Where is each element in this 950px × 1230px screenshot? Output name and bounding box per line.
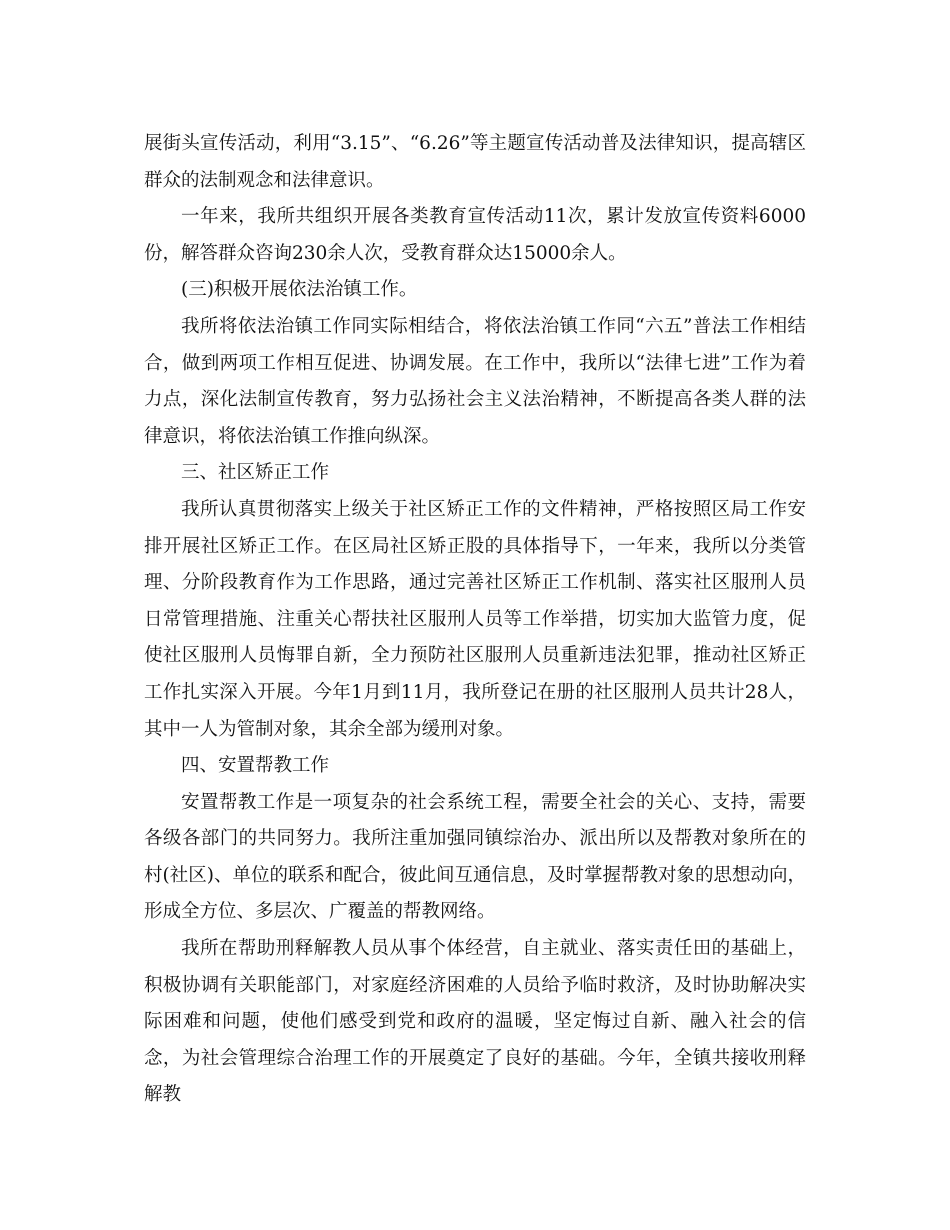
- heading-community-correction: 三、社区矫正工作: [181, 462, 330, 484]
- paragraph-continued-publicity: 展街头宣传活动，利用“3.15”、“6.26”等主题宣传活动普及法律知识，提高辖区群众的法制观念和法律意识。: [144, 133, 806, 191]
- paragraph-resettlement-support: 我所在帮助刑释解教人员从事个体经营，自主就业、落实责任田的基础上，积极协调有关职能部门，对家庭经济困难的人员给予临时救济，及时协助解决实际困难和问题，使他们感受到党和政府的温暖，坚定悔过自新、融入社会的信念，为社会管理综合治理工作的开展奠定了良好的基础。今年，全镇共接收刑释解教: [144, 938, 806, 1106]
- paragraph-annual-summary: 一年来，我所共组织开展各类教育宣传活动11次，累计发放宣传资料6000份，解答群众咨询230余人次，受教育群众达15000余人。: [144, 206, 806, 264]
- paragraph-rule-of-law-town: 我所将依法治镇工作同实际相结合，将依法治镇工作同“六五”普法工作相结合，做到两项工作相互促进、协调发展。在工作中，我所以“法律七进”工作为着力点，深化法制宣传教育，努力弘扬社会主义法治精神，不断提高各类人群的法律意识，将依法治镇工作推向纵深。: [144, 315, 806, 447]
- document-body: [144, 126, 806, 1114]
- heading-resettlement-education: 四、安置帮教工作: [181, 755, 330, 777]
- paragraph-community-correction: 我所认真贯彻落实上级关于社区矫正工作的文件精神，严格按照区局工作安排开展社区矫正工作。在区局社区矫正股的具体指导下，一年来，我所以分类管理、分阶段教育作为工作思路，通过完善社区矫正工作机制、落实社区服刑人员日常管理措施、注重关心帮扶社区服刑人员等工作举措，切实加大监管力度，促使社区服刑人员悔罪自新，全力预防社区服刑人员重新违法犯罪，推动社区矫正工作扎实深入开展。今年1月到11月，我所登记在册的社区服刑人员共计28人，其中一人为管制对象，其余全部为缓刑对象。: [144, 498, 806, 740]
- heading-rule-of-law-town: (三)积极开展依法治镇工作。: [181, 279, 418, 301]
- paragraph-resettlement-network: 安置帮教工作是一项复杂的社会系统工程，需要全社会的关心、支持，需要各级各部门的共同努力。我所注重加强同镇综治办、派出所以及帮教对象所在的村(社区)、单位的联系和配合，彼此间互通信息，及时掌握帮教对象的思想动向，形成全方位、多层次、广覆盖的帮教网络。: [144, 791, 806, 923]
